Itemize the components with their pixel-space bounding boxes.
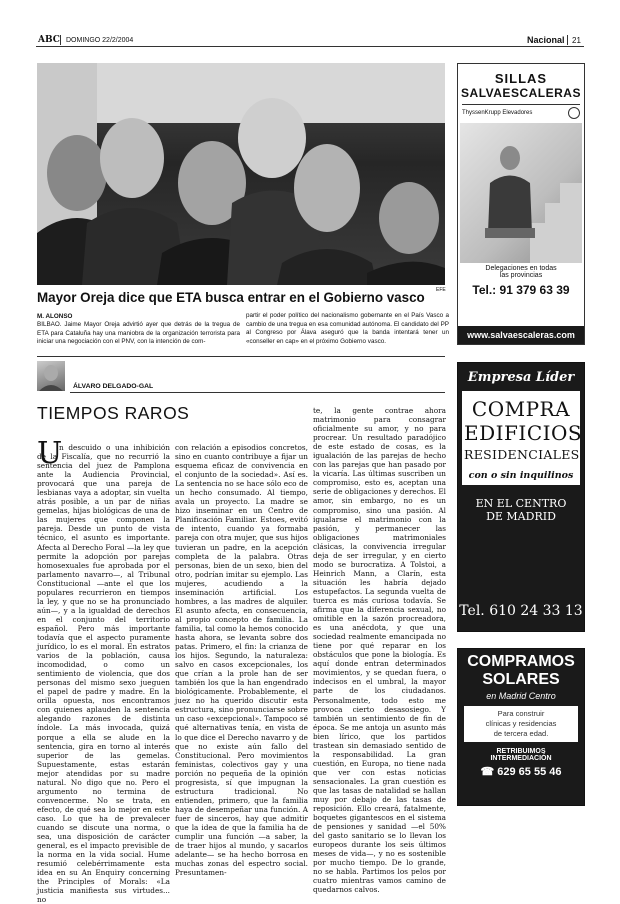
header-page: 21 [572,36,581,45]
opinion-top-rule [37,356,445,357]
phone-icon: ☎ [480,766,495,778]
ad3-l4: RETRIBUIMOS [496,748,546,755]
opinion-col3 [313,406,446,895]
ad1-photo [460,123,582,263]
ad1-line2: SALVAESCALERAS [461,86,581,100]
header-section: Nacional [527,35,565,45]
opinion-author-rule [70,392,445,393]
ad2-l6: DE MADRID [486,510,556,523]
ad1-caption2: las provincias [499,272,543,279]
stairlift-woman-illustration [460,123,582,263]
header-rule [36,46,584,47]
header-divider-right [567,35,568,45]
people-photo-illustration [37,63,445,285]
ad2-l1: COMPRA [471,397,571,421]
thyssen-logo-icon [568,107,580,119]
ad-compra-edificios[interactable] [457,362,585,632]
ad1-caption1: Delegaciones en todas [485,265,557,272]
opinion-col1 [37,443,170,904]
ad3-l1: COMPRAMOS [467,653,575,670]
ad3-box1: Para construir [497,709,545,718]
opinion-author: ÁLVARO DELGADO-GAL [73,383,154,390]
ad3-l3: en Madrid Centro [486,691,556,701]
author-portrait [37,361,65,391]
ad-compramos-solares[interactable] [457,648,585,806]
ad-salvaescaleras[interactable] [457,63,585,345]
ad2-top: Empresa Líder [467,370,575,385]
ad2-l5: EN EL CENTRO [475,497,567,510]
photo-credit: EFE [436,287,446,293]
header-date: DOMINGO 22/2/2004 [66,37,134,44]
ad1-phone-row [458,283,584,297]
ad3-box [464,706,578,742]
ad1-brand [462,104,580,119]
lead-body-col1: BILBAO. Jaime Mayor Oreja advirtió ayer que detrás de la tregua de ETA para Cataluña hay una maniobra de la organización terrorista para iniciar una negociación con el PNV, con la intención de com- [37,321,240,346]
ad2-l4: con o sin inquilinos [468,470,574,481]
ad3-phone[interactable]: 629 65 55 46 [497,766,562,778]
author-photo [37,361,65,391]
opinion-col2 [175,443,308,877]
ad1-brand-text: ThyssenKrupp Elevadores [462,110,533,116]
opinion-title: TIEMPOS RAROS [37,403,190,423]
ad3-phone-row[interactable] [458,765,584,778]
ad1-phone[interactable]: 91 379 63 39 [499,283,570,297]
lead-headline: Mayor Oreja dice que ETA busca entrar en el Gobierno vasco [37,290,425,305]
ad3-box3: de tercera edad. [493,729,549,738]
header-logo: ABC [38,35,60,45]
ad1-line1: SILLAS [494,71,548,86]
ad2-panel [462,391,583,485]
ad1-web[interactable]: www.salvaescaleras.com [458,326,584,344]
lead-author: M. ALONSO [37,313,73,320]
lead-body-col2: partir el poder político del nacionalismo gobernante en el País Vasco a cambio de una tregua en esa comunidad autónoma. El candidato del PP al Congreso por Álava aseguró que la banda intentará tener un «conseller en cap» en el próximo Gobierno vasco. [246,312,449,345]
news-photo [37,63,445,285]
ad3-l5: INTERMEDIACIÓN [490,755,552,762]
header-divider [60,35,61,45]
opinion-col3-text: te, la gente contrae ahora matrimonio para consagrar oficialmente su amor, y no para procrear. Un resultado paradójico de este estado de cosas, es la igualación de las parejas de hecho con las parejas que han pasado por la vicaría. Las últimas suscriben un compromiso, esto es, aceptan una serie de obligaciones y derechos. El amor, sin embargo, no es un compromiso, sino una pasión. Al igualarse el matrimonio con la pasión, y permanecer las obligaciones matrimoniales clásicas, la convivencia irregular deja de ser irregular, y en cierto modo se burocratiza. A Tolstoi, a Heinrich Mann, a Clarín, esta situación les habría dejado estupefactos. La segunda vuelta de tuerca es más curiosa todavía. Se afirma que la diferencia sexual, no omitible en la sazón procreadora, es una anécdota, y que una sociedad realmente emancipada no tiene por qué reparar en los obstáculos que pone la biología. Es aquí donde entran determinados movimientos, y se quedan fuera, o indecisos en el umbral, la mayor parte de los ciudadanos. Personalmente, todo esto me provoca cierto desasosiego. Y también un sentimiento de fin de época. Se me antoja un asunto más bien lírico, que los partidos trastean sin demasiado sentido de la responsabilidad. La gran cuestión, en Europa, no tiene nada que ver con estas noticias sensacionales. La gran cuestión es que las tasas de natalidad se hallan muy por debajo de las tasas de reposición. Ello creará, fatalmente, boquetes gigantescos en el sistema de pensiones y sanidad —el 50% del gasto sanitario se lo llevan los europeos durante los seis últimos meses de vida—, y no es sostenible por mucho tiempo. De lo grande, no se habla. Partimos los pelos por cuatro mientras vamos camino de quedarnos calvos. [313,406,446,895]
ad2-l2: EDIFICIOS [464,421,583,445]
ad3-box2: clínicas y residencias [485,719,557,728]
ad2-l3: RESIDENCIALES [464,447,580,462]
opinion-col1-text: n descuido o una inhibición de la Fiscalía, que no recurrió la sentencia del juez de Pamplona ante la Audiencia Provincial, provocará que una pareja de lesbianas vaya a adoptar, sin vuelta atrás posible, a un par de niñas gemelas, hijas biológicas de una de las mujeres que componen la pareja. Desde un punto de vista técnico, el asunto es importante. Afecta al Derecho Foral —la ley que permite la adopción por parejas homosexuales fue aprobada por el parlamento navarro—, al Tribunal Constitucional —ante el que los populares recurrieron en tiempos la ley, y que no se ha pronunciado aún—, y a la igualdad de derechos en el conjunto del territorio español. Pero más importante todavía que el aspecto puramente jurídico, lo es el moral. En estratos varios de la población, causa incomodidad, o como un sentimiento de violencia, que dos personas del mismo sexo jueguen el papel de padre y madre. En la orilla opuesta, nos encontramos con quienes aplauden la sentencia alegando razones de distinta índole. La más invocada, quizá porque a ella se alude en la sentencia, gira en torno al interés superior de las gemelas. Supuestamente, estas estarán mejor atendidas por su madre natural. No digo que no. Pero el argumento no termina de convencerme. No se trata, en efecto, de qué sea lo mejor en este caso. Lo que ha de prevalecer cuando se discute una norma, o sea, una disposición de carácter general, es el impacto previsible de la norma en la vida social. Hume resumió celebérrimamente esta idea en su An Enquiry concerning the Principles of Morals: «La justicia manifiesta sus virtudes... no [37,443,170,904]
opinion-col2-text: con relación a episodios concretos, sino en cuanto contribuye a fijar un esquema eficaz de convivencia en el conjunto de la sociedad». Así es. La sentencia no se hace sólo eco de un hecho consumado. Al tiempo, avala un proyecto. La madre se hizo inseminar en un Centro de Planificación Familiar. Estoes, evitó de intento, cuando ya formaba pareja con otra mujer, que sus hijos tuvieran un padre, en la acepción completa de la palabra. Otras personas, bien de un sexo, bien del otro, podrían imitar su ejemplo. Las mujeres, acudiendo a la inseminación artificial. Los hombres, a las madres de alquiler. El asunto afecta, en consecuencia, al propio concepto de familia. La familia, tal como la hemos conocido hasta ahora, se levanta sobre dos patas. Primero, el fin: la crianza de los hijos. Segundo, la naturaleza: salvo en casos excepcionales, los que crían a la prole han de ser también los que la han engendrado biológicamente. Probablemente, el juez no ha querido discutir esta estructura, sino pronunciarse sobre un caso «excepcional». Tampoco sé qué alternativas tenía, en vista de lo que dice el Derecho navarro y de que no existe aún fallo del Constitucional. Pero movimientos feministas, colectivos gay y una porción no pequeña de la opinión progresista, sí que impugnan la estructura tradicional. No entienden, primero, que la familia haya de desempeñar una función. A fuer de sinceros, hay que admitir que la idea de que la familia ha de cumplir una función —a saber, la de traer hijos al mundo, y sacarlos adelante— se ha hecho borrosa en muchas zonas del espectro social. Presuntamen- [175,443,308,878]
ad1-phone-label: Tel.: [472,283,497,297]
ad3-l2: SOLARES [482,671,560,688]
opinion-dropcap: U [37,436,63,471]
ad2-phone[interactable]: Tel. 610 24 33 13 [459,603,583,619]
